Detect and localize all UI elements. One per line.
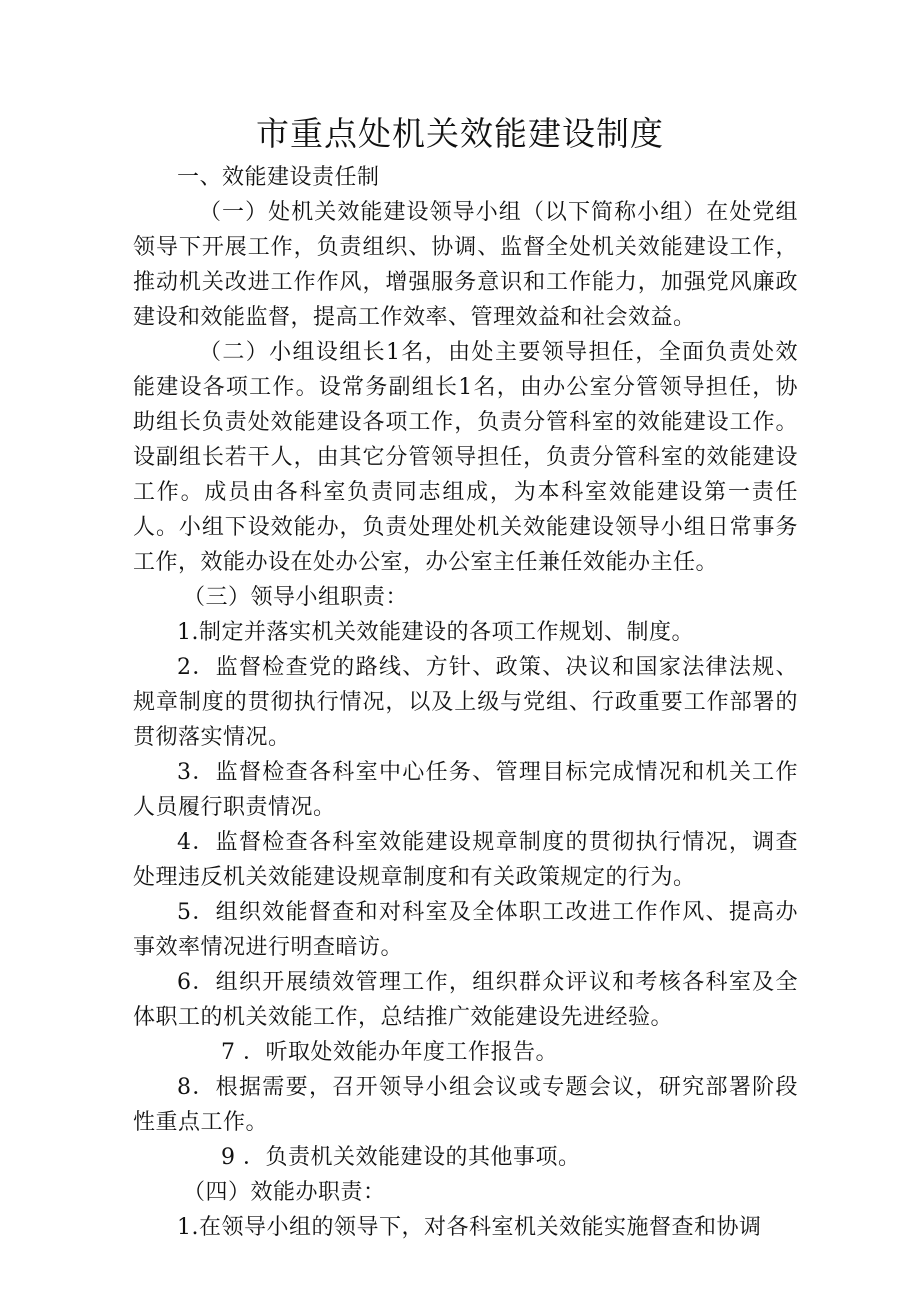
list-item-number: 9 [221, 1145, 236, 1170]
subsection-heading: （三）领导小组职责： [183, 585, 409, 610]
document-title: 市重点处机关效能建设制度 [256, 114, 664, 153]
section-heading: 一、效能建设责任制 [177, 165, 380, 190]
list-item: 5．组织效能督查和对科室及全体职工改进工作作风、提高办事效率情况进行明查暗访。 [133, 900, 798, 960]
list-item [133, 1035, 798, 1070]
list-item-number: 7 [221, 1040, 236, 1065]
paragraph: （二）小组设组长1名，由处主要领导担任，全面负责处效能建设各项工作。设常务副组长1名，由办公室分管领导担任，协助组长负责处效能建设各项工作，负责分管科室的效能建设工作。设副组长若干人，由其它分管领导担任，负责分管科室的效能建设工作。成员由各科室负责同志组成，为本科室效能建设第一责任人。小组下设效能办，负责处理处机关效能建设领导小组日常事务工作，效能办设在处办公室，办公室主任兼任效能办主任。 [133, 340, 798, 575]
paragraph: （一）处机关效能建设领导小组（以下简称小组）在处党组领导下开展工作，负责组织、协调、监督全处机关效能建设工作，推动机关改进工作作风，增强服务意识和工作能力，加强党风廉政建设和效能监督，提高工作效率、管理效益和社会效益。 [133, 200, 798, 330]
document-body [133, 160, 798, 1245]
list-item-text: ．听取处效能办年度工作报告。 [243, 1040, 559, 1065]
list-item: 3．监督检查各科室中心任务、管理目标完成情况和机关工作人员履行职责情况。 [133, 760, 798, 820]
list-item: 1.制定并落实机关效能建设的各项工作规划、制度。 [177, 620, 694, 645]
subsection-heading: （四）效能办职责： [183, 1180, 386, 1205]
list-item [133, 1140, 798, 1175]
list-item: 2．监督检查党的路线、方针、政策、决议和国家法律法规、规章制度的贯彻执行情况，以及上级与党组、行政重要工作部署的贯彻落实情况。 [133, 655, 798, 750]
list-item-text: ．负责机关效能建设的其他事项。 [243, 1145, 581, 1170]
list-item: 4．监督检查各科室效能建设规章制度的贯彻执行情况，调查处理违反机关效能建设规章制度和有关政策规定的行为。 [133, 830, 798, 890]
list-item: 1.在领导小组的领导下，对各科室机关效能实施督查和协调 [177, 1215, 762, 1240]
list-item: 6．组织开展绩效管理工作，组织群众评议和考核各科室及全体职工的机关效能工作，总结推广效能建设先进经验。 [133, 970, 798, 1030]
list-item: 8．根据需要，召开领导小组会议或专题会议，研究部署阶段性重点工作。 [133, 1075, 798, 1135]
